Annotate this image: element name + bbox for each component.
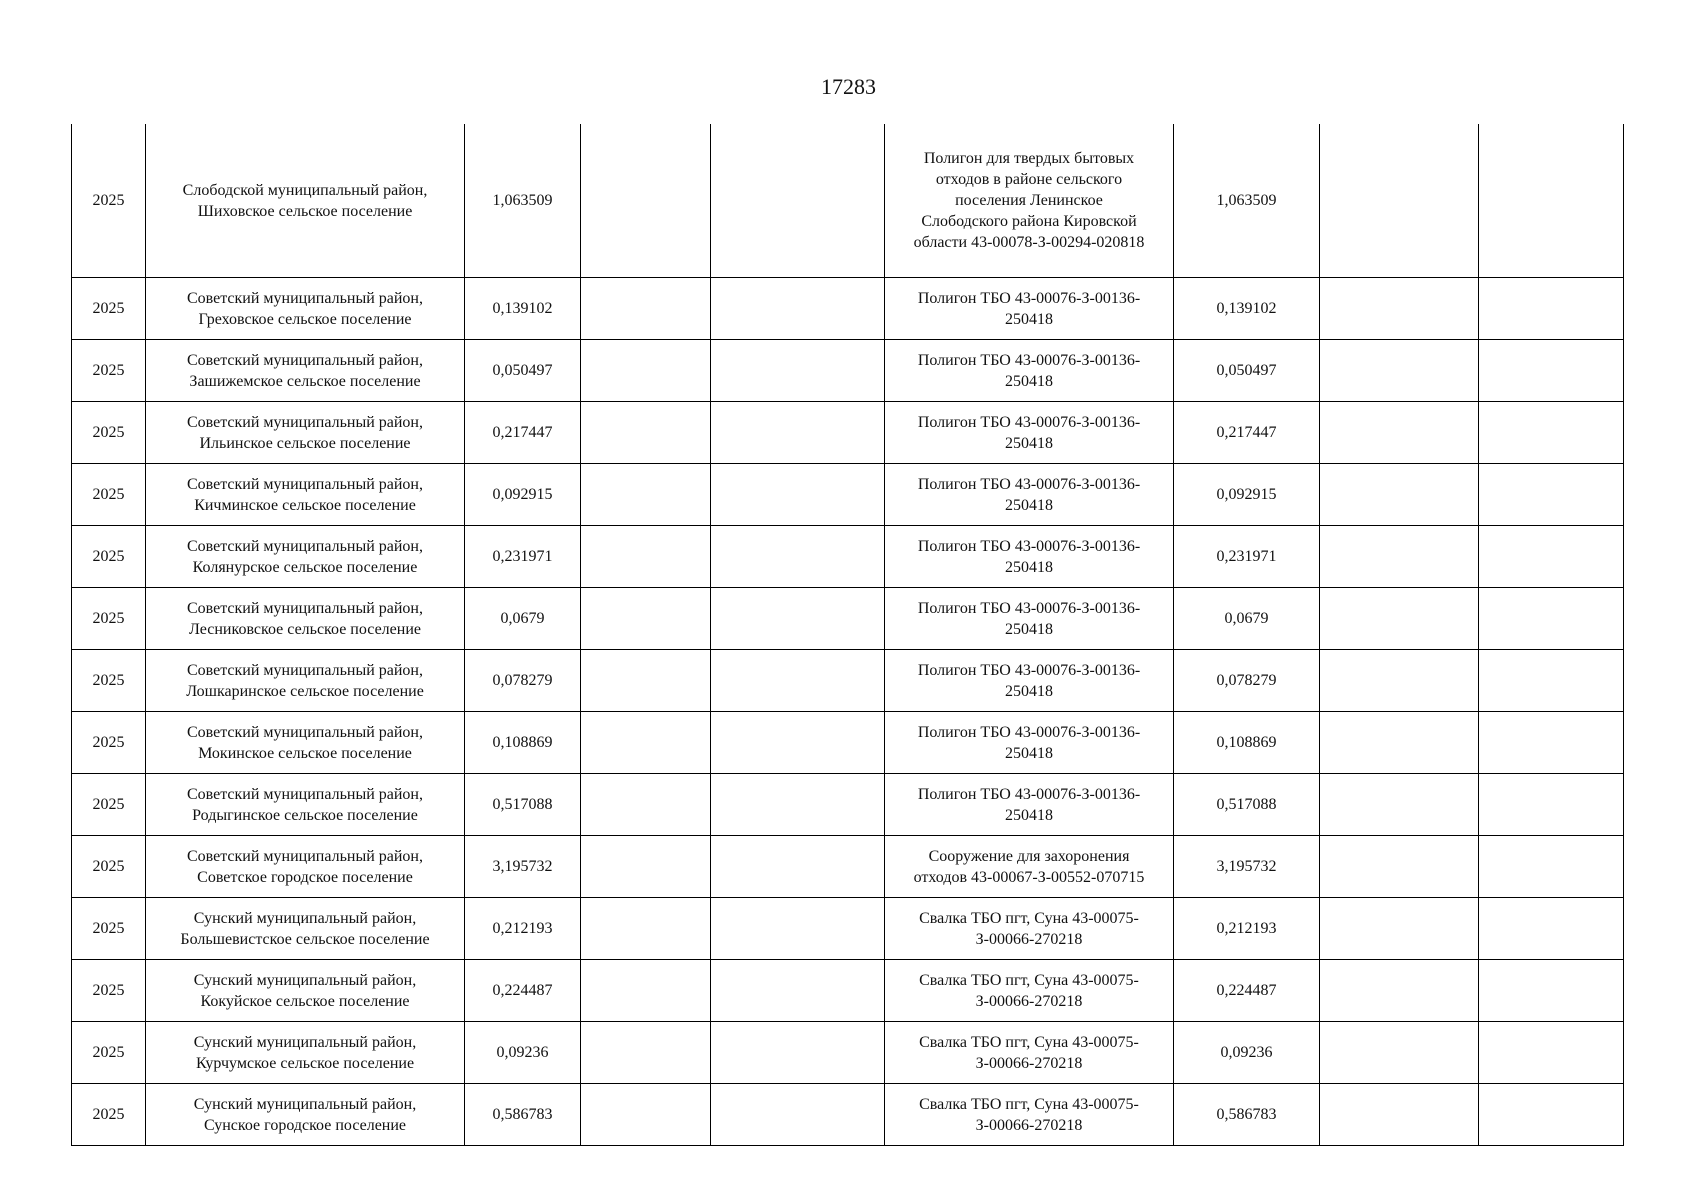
empty-cell: [711, 1022, 885, 1084]
empty-cell: [711, 526, 885, 588]
facility-cell: Свалка ТБО пгт, Суна 43-00075- З-00066-270218: [885, 960, 1174, 1022]
facility-volume-cell: 0,586783: [1174, 1084, 1320, 1146]
empty-cell: [581, 1084, 711, 1146]
facility-volume-cell: 1,063509: [1174, 124, 1320, 278]
empty-cell: [1320, 774, 1479, 836]
year-cell: 2025: [72, 278, 146, 340]
municipality-cell: Сунский муниципальный район, Кокуйское сельское поселение: [146, 960, 465, 1022]
empty-cell: [1320, 898, 1479, 960]
empty-cell: [1479, 898, 1624, 960]
empty-cell: [581, 402, 711, 464]
empty-cell: [711, 650, 885, 712]
year-cell: 2025: [72, 836, 146, 898]
empty-cell: [711, 340, 885, 402]
empty-cell: [1320, 650, 1479, 712]
empty-cell: [711, 712, 885, 774]
facility-cell: Свалка ТБО пгт, Суна 43-00075- З-00066-270218: [885, 1084, 1174, 1146]
empty-cell: [581, 340, 711, 402]
empty-cell: [581, 588, 711, 650]
facility-cell: Полигон ТБО 43-00076-З-00136- 250418: [885, 340, 1174, 402]
municipality-cell: Советский муниципальный район, Родыгинское сельское поселение: [146, 774, 465, 836]
empty-cell: [581, 712, 711, 774]
empty-cell: [1479, 1022, 1624, 1084]
empty-cell: [1320, 588, 1479, 650]
facility-cell: Свалка ТБО пгт, Суна 43-00075- З-00066-270218: [885, 1022, 1174, 1084]
municipality-cell: Советский муниципальный район, Греховское сельское поселение: [146, 278, 465, 340]
empty-cell: [1479, 124, 1624, 278]
volume-cell: 0,212193: [465, 898, 581, 960]
waste-table: [71, 124, 1624, 1146]
facility-volume-cell: 0,139102: [1174, 278, 1320, 340]
empty-cell: [711, 124, 885, 278]
table-row: [72, 898, 1624, 960]
empty-cell: [1320, 1084, 1479, 1146]
municipality-cell: Сунский муниципальный район, Сунское городское поселение: [146, 1084, 465, 1146]
empty-cell: [1479, 588, 1624, 650]
empty-cell: [1479, 650, 1624, 712]
facility-cell: Свалка ТБО пгт, Суна 43-00075- З-00066-270218: [885, 898, 1174, 960]
volume-cell: 0,078279: [465, 650, 581, 712]
year-cell: 2025: [72, 774, 146, 836]
municipality-cell: Советский муниципальный район, Ильинское сельское поселение: [146, 402, 465, 464]
empty-cell: [711, 402, 885, 464]
facility-volume-cell: 0,078279: [1174, 650, 1320, 712]
empty-cell: [581, 898, 711, 960]
facility-cell: Полигон ТБО 43-00076-З-00136- 250418: [885, 588, 1174, 650]
volume-cell: 0,092915: [465, 464, 581, 526]
facility-volume-cell: 0,217447: [1174, 402, 1320, 464]
municipality-cell: Советский муниципальный район, Кичминское сельское поселение: [146, 464, 465, 526]
volume-cell: 0,231971: [465, 526, 581, 588]
municipality-cell: Советский муниципальный район, Лесниковское сельское поселение: [146, 588, 465, 650]
table-row: [72, 278, 1624, 340]
facility-cell: Полигон для твердых бытовых отходов в районе сельского поселения Ленинское Слободского района Кировской области 43-00078-З-00294-020818: [885, 124, 1174, 278]
facility-volume-cell: 0,108869: [1174, 712, 1320, 774]
empty-cell: [711, 836, 885, 898]
municipality-cell: Слободской муниципальный район, Шиховское сельское поселение: [146, 124, 465, 278]
table-row: [72, 588, 1624, 650]
volume-cell: 0,0679: [465, 588, 581, 650]
year-cell: 2025: [72, 526, 146, 588]
year-cell: 2025: [72, 588, 146, 650]
year-cell: 2025: [72, 1084, 146, 1146]
facility-volume-cell: 0,09236: [1174, 1022, 1320, 1084]
facility-cell: Полигон ТБО 43-00076-З-00136- 250418: [885, 650, 1174, 712]
year-cell: 2025: [72, 712, 146, 774]
year-cell: 2025: [72, 898, 146, 960]
empty-cell: [581, 774, 711, 836]
empty-cell: [1479, 340, 1624, 402]
municipality-cell: Сунский муниципальный район, Большевистское сельское поселение: [146, 898, 465, 960]
year-cell: 2025: [72, 1022, 146, 1084]
volume-cell: 0,050497: [465, 340, 581, 402]
year-cell: 2025: [72, 650, 146, 712]
table-row: [72, 712, 1624, 774]
empty-cell: [581, 1022, 711, 1084]
empty-cell: [1320, 464, 1479, 526]
year-cell: 2025: [72, 960, 146, 1022]
table-row: [72, 402, 1624, 464]
facility-volume-cell: 0,224487: [1174, 960, 1320, 1022]
empty-cell: [1320, 526, 1479, 588]
volume-cell: 0,517088: [465, 774, 581, 836]
empty-cell: [1320, 402, 1479, 464]
volume-cell: 0,217447: [465, 402, 581, 464]
year-cell: 2025: [72, 340, 146, 402]
table-row: [72, 340, 1624, 402]
empty-cell: [581, 526, 711, 588]
facility-cell: Полигон ТБО 43-00076-З-00136- 250418: [885, 526, 1174, 588]
municipality-cell: Советский муниципальный район, Зашижемское сельское поселение: [146, 340, 465, 402]
empty-cell: [1479, 526, 1624, 588]
facility-volume-cell: 0,050497: [1174, 340, 1320, 402]
empty-cell: [1320, 960, 1479, 1022]
empty-cell: [1479, 1084, 1624, 1146]
municipality-cell: Советский муниципальный район, Лошкаринское сельское поселение: [146, 650, 465, 712]
empty-cell: [1320, 712, 1479, 774]
facility-cell: Полигон ТБО 43-00076-З-00136- 250418: [885, 464, 1174, 526]
empty-cell: [1320, 1022, 1479, 1084]
empty-cell: [1479, 774, 1624, 836]
facility-cell: Полигон ТБО 43-00076-З-00136- 250418: [885, 278, 1174, 340]
empty-cell: [581, 278, 711, 340]
empty-cell: [711, 588, 885, 650]
empty-cell: [1320, 836, 1479, 898]
year-cell: 2025: [72, 124, 146, 278]
table-row: [72, 124, 1624, 278]
volume-cell: 3,195732: [465, 836, 581, 898]
empty-cell: [581, 960, 711, 1022]
table-body: [72, 124, 1624, 1146]
municipality-cell: Советский муниципальный район, Советское городское поселение: [146, 836, 465, 898]
table-row: [72, 526, 1624, 588]
empty-cell: [581, 464, 711, 526]
empty-cell: [1320, 278, 1479, 340]
table-row: [72, 650, 1624, 712]
volume-cell: 0,09236: [465, 1022, 581, 1084]
table-row: [72, 1084, 1624, 1146]
empty-cell: [581, 836, 711, 898]
empty-cell: [1320, 340, 1479, 402]
year-cell: 2025: [72, 402, 146, 464]
facility-volume-cell: 0,231971: [1174, 526, 1320, 588]
empty-cell: [581, 124, 711, 278]
table-row: [72, 836, 1624, 898]
empty-cell: [711, 278, 885, 340]
table-row: [72, 464, 1624, 526]
facility-cell: Сооружение для захоронения отходов 43-00067-З-00552-070715: [885, 836, 1174, 898]
facility-volume-cell: 0,092915: [1174, 464, 1320, 526]
facility-cell: Полигон ТБО 43-00076-З-00136- 250418: [885, 712, 1174, 774]
facility-cell: Полигон ТБО 43-00076-З-00136- 250418: [885, 774, 1174, 836]
municipality-cell: Советский муниципальный район, Колянурское сельское поселение: [146, 526, 465, 588]
empty-cell: [1479, 836, 1624, 898]
empty-cell: [1320, 124, 1479, 278]
volume-cell: 0,108869: [465, 712, 581, 774]
volume-cell: 1,063509: [465, 124, 581, 278]
volume-cell: 0,139102: [465, 278, 581, 340]
empty-cell: [1479, 960, 1624, 1022]
facility-cell: Полигон ТБО 43-00076-З-00136- 250418: [885, 402, 1174, 464]
empty-cell: [581, 650, 711, 712]
volume-cell: 0,586783: [465, 1084, 581, 1146]
municipality-cell: Сунский муниципальный район, Курчумское сельское поселение: [146, 1022, 465, 1084]
table-row: [72, 960, 1624, 1022]
table-row: [72, 774, 1624, 836]
volume-cell: 0,224487: [465, 960, 581, 1022]
table-row: [72, 1022, 1624, 1084]
facility-volume-cell: 0,517088: [1174, 774, 1320, 836]
empty-cell: [1479, 278, 1624, 340]
facility-volume-cell: 3,195732: [1174, 836, 1320, 898]
facility-volume-cell: 0,0679: [1174, 588, 1320, 650]
empty-cell: [711, 464, 885, 526]
municipality-cell: Советский муниципальный район, Мокинское сельское поселение: [146, 712, 465, 774]
empty-cell: [711, 960, 885, 1022]
page-number: 17283: [821, 74, 876, 99]
year-cell: 2025: [72, 464, 146, 526]
empty-cell: [711, 774, 885, 836]
empty-cell: [1479, 402, 1624, 464]
facility-volume-cell: 0,212193: [1174, 898, 1320, 960]
empty-cell: [1479, 712, 1624, 774]
empty-cell: [711, 1084, 885, 1146]
empty-cell: [1479, 464, 1624, 526]
empty-cell: [711, 898, 885, 960]
